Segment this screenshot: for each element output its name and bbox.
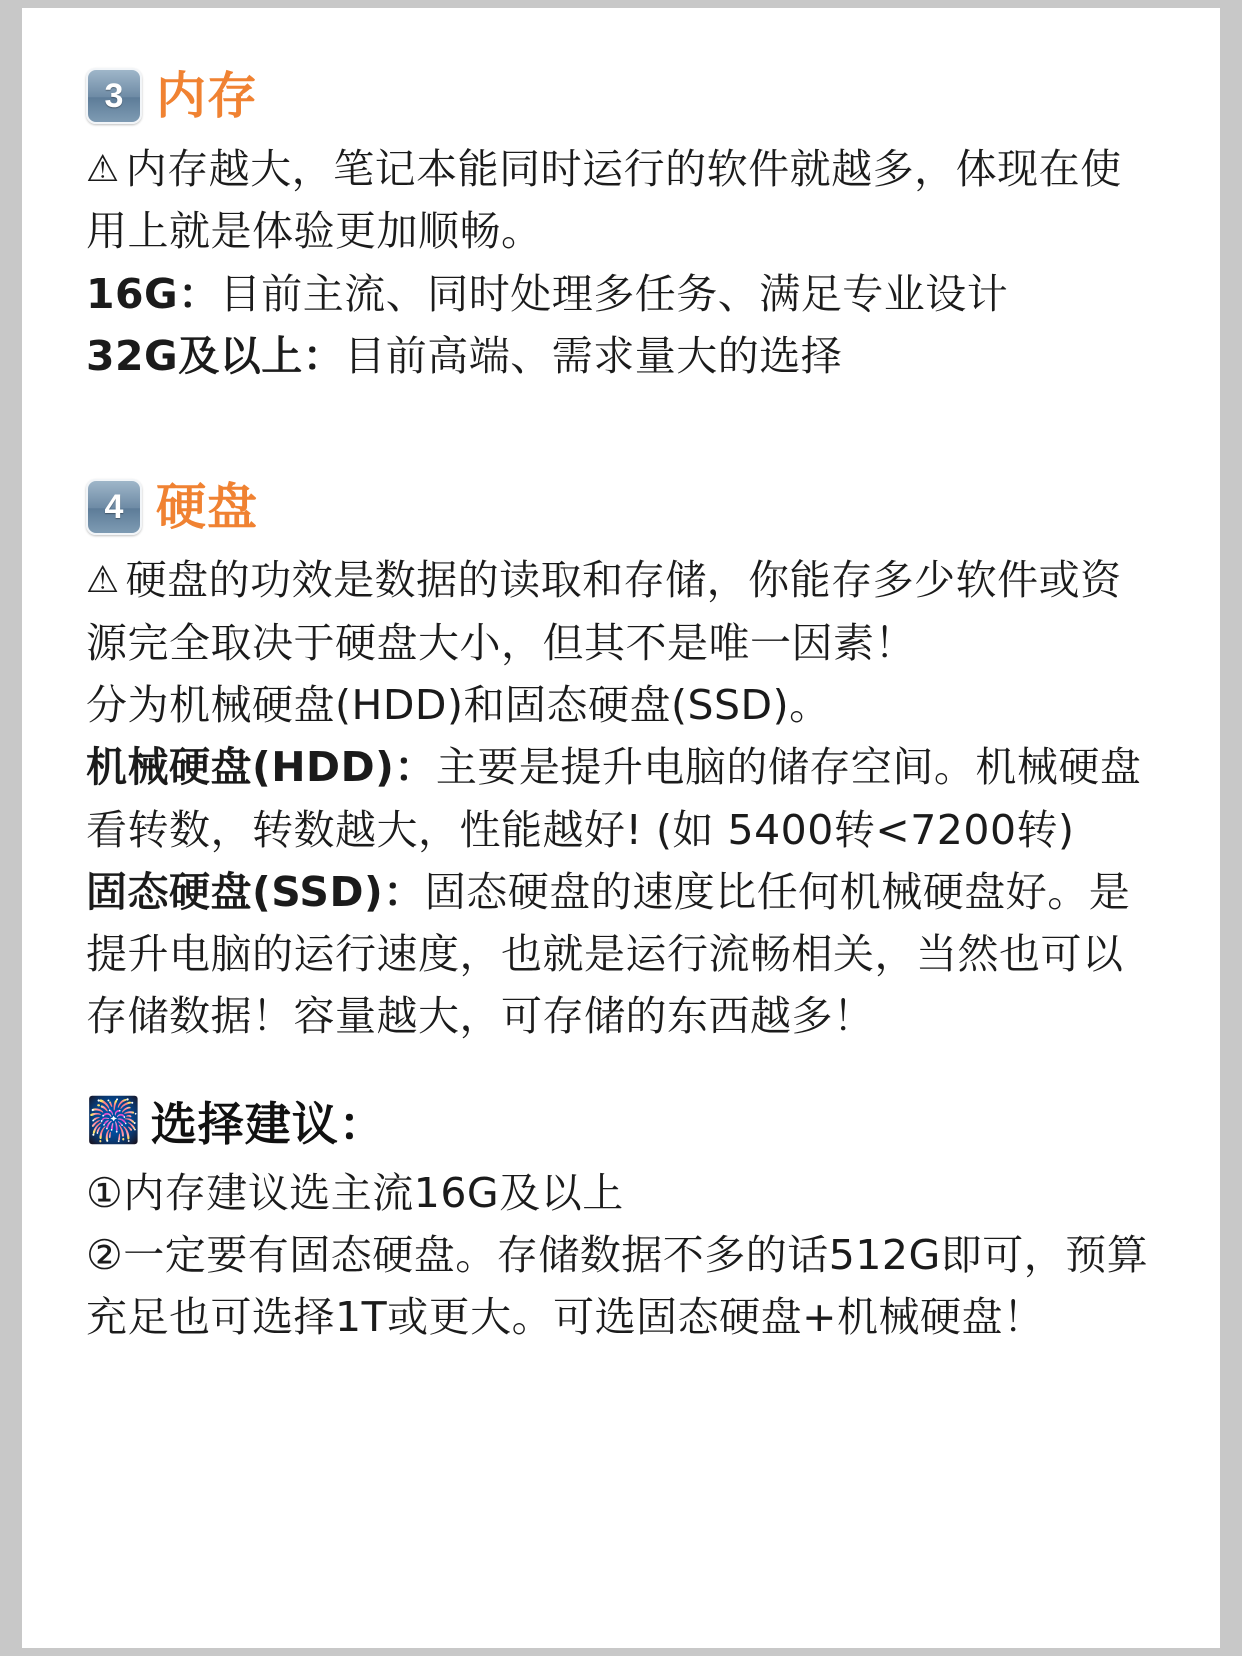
advice-title: 选择建议： xyxy=(150,1096,386,1151)
hdd-line xyxy=(86,736,1156,861)
memory-32g-label: 32G及以上： xyxy=(86,331,345,380)
section-number-badge: 3 xyxy=(86,68,142,124)
section-storage-header xyxy=(86,479,1156,535)
storage-intro-paragraph xyxy=(86,549,1156,674)
section-title: 内存 xyxy=(156,67,258,125)
memory-32g-line xyxy=(86,325,1156,387)
ssd-label: 固态硬盘(SSD)： xyxy=(86,867,425,916)
section-spacer xyxy=(86,387,1156,479)
memory-16g-text: 目前主流、同时处理多任务、满足专业设计 xyxy=(219,269,1009,318)
advice-header xyxy=(86,1088,1156,1154)
advice-spacer xyxy=(86,1048,1156,1088)
section-number-badge: 4 xyxy=(86,479,142,535)
memory-32g-text: 目前高端、需求量大的选择 xyxy=(344,331,843,380)
section-storage xyxy=(86,479,1156,1048)
warning-icon: ⚠ xyxy=(86,558,120,602)
advice-item-2: ②一定要有固态硬盘。存储数据不多的话512G即可，预算充足也可选择1T或更大。可选固态硬盘+机械硬盘！ xyxy=(86,1231,1149,1342)
hdd-text: 主要是提升电脑的储存空间。机械硬盘 看转数，转数越大，性能越好! (如 5400转<7200转) xyxy=(86,743,1142,854)
hdd-label: 机械硬盘(HDD)： xyxy=(86,743,436,792)
advice-section xyxy=(86,1088,1156,1349)
firework-icon: 🎆 xyxy=(86,1094,141,1146)
section-title: 硬盘 xyxy=(156,478,258,537)
memory-16g-line xyxy=(86,263,1156,325)
advice-list xyxy=(86,1162,1156,1349)
section-memory-header xyxy=(86,68,1156,124)
warning-icon: ⚠ xyxy=(86,147,120,190)
ssd-text: 固态硬盘的速度比任何机械硬盘好。是提升电脑的运行速度，也就是运行流畅相关，当然也可以存储数据！容量越大，可存储的东西越多！ xyxy=(86,867,1131,1041)
memory-16g-label: 16G： xyxy=(86,269,220,318)
ssd-line xyxy=(86,861,1156,1048)
document-page xyxy=(22,8,1220,1648)
storage-intro-text: 硬盘的功效是数据的读取和存储，你能存多少软件或资源完全取决于硬盘大小，但其不是唯一因素！ xyxy=(86,556,1122,667)
section-memory xyxy=(86,68,1156,387)
storage-types-line: 分为机械硬盘(HDD)和固态硬盘(SSD)。 xyxy=(86,680,831,729)
memory-intro-text: 内存越大，笔记本能同时运行的软件就越多，体现在使用上就是体验更加顺畅。 xyxy=(86,145,1122,256)
memory-intro-paragraph xyxy=(86,138,1156,263)
advice-item-1: ①内存建议选主流16G及以上 xyxy=(86,1168,624,1217)
